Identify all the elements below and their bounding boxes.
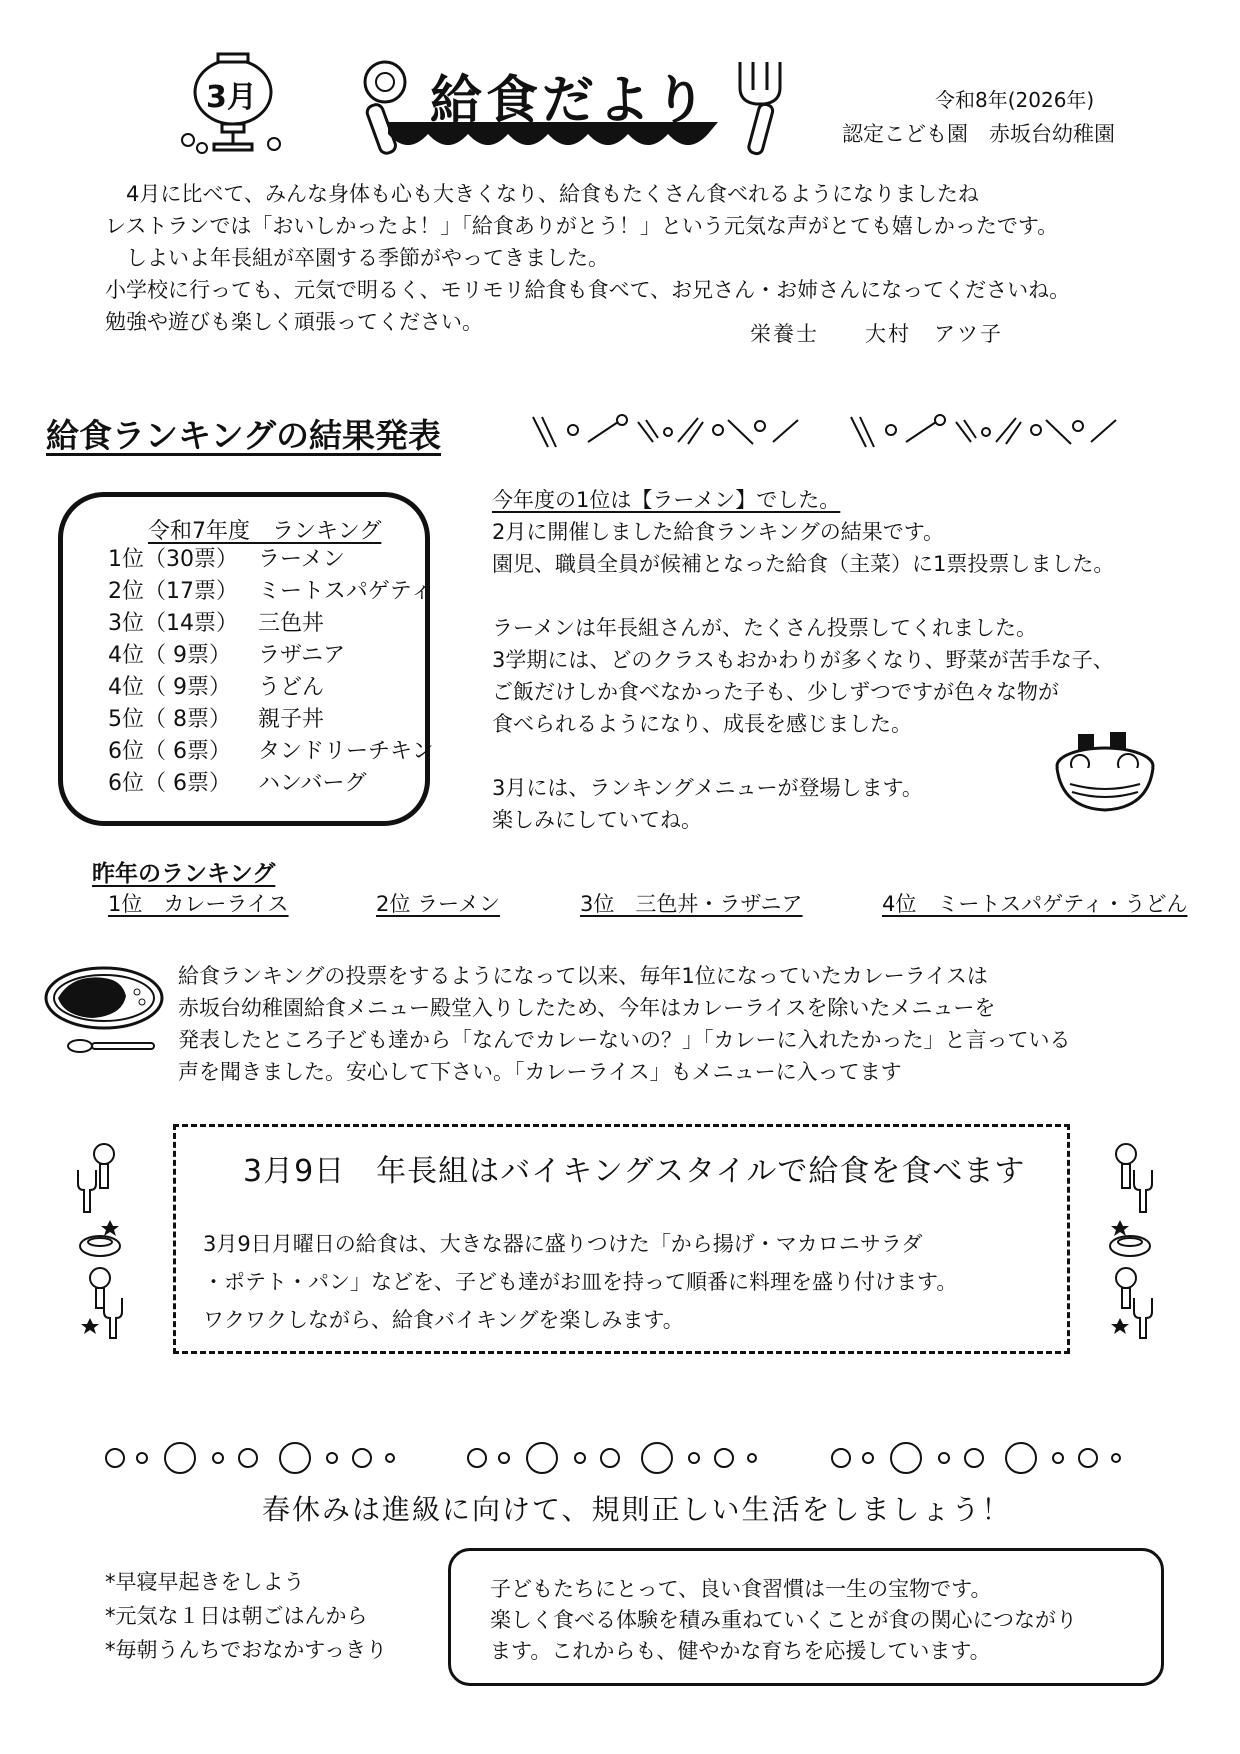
curry-line: 発表したところ子ども達から「なんでカレーないの？」「カレーに入れたかった」と言っている: [178, 1028, 1071, 1052]
last-year-item: 1位 カレーライス: [108, 892, 289, 916]
intro-line: 勉強や遊びも楽しく頑張ってください。: [105, 310, 483, 334]
buffet-line: 3月9日月曜日の給食は、大きな器に盛りつけた「から揚げ・マカロニサラダ: [203, 1232, 923, 1256]
cutlery-column-left-icon: [70, 1140, 130, 1340]
buffet-line: ワクワクしながら、給食バイキングを楽しみます。: [203, 1308, 684, 1332]
tip-item: *毎朝うんちでおなかすっきり: [105, 1638, 388, 1662]
result-line: 3月には、ランキングメニューが登場します。: [492, 776, 923, 800]
intro-line: 小学校に行っても、元気で明るく、モリモリ給食も食べて、お兄さん・お姉さんになってくださいね。: [105, 278, 1071, 302]
buffet-title: 3月9日 年長組はバイキングスタイルで給食を食べます: [243, 1154, 1026, 1189]
curry-rice-icon: [42, 960, 166, 1058]
closing-line: 楽しく食べる体験を積み重ねていくことが食の関心につながり: [490, 1608, 1078, 1632]
buffet-body: [203, 1225, 957, 1339]
last-year-item: 3位 三色丼・ラザニア: [580, 892, 803, 916]
month-badge: 3月: [206, 80, 257, 115]
result-line: 3学期には、どのクラスもおかわりが多くなり、野菜が苦手な子、: [492, 648, 1114, 672]
tip-item: *元気な１日は朝ごはんから: [105, 1604, 368, 1628]
flower-face-decoration-icon: [462, 1440, 762, 1476]
ranking-row: 6位（ 6票） ハンバーグ: [108, 771, 367, 796]
issue-date: 令和8年(2026年): [935, 88, 1095, 112]
result-line: [492, 740, 1114, 772]
result-line: 食べられるようになり、成長を感じました。: [492, 712, 912, 736]
ranking-row: 2位（17票） ミートスパゲティ: [108, 579, 433, 604]
intro-line: レストランでは「おいしかったよ！」「給食ありがとう！」という元気な声がとても嬉しかったです。: [105, 214, 1059, 238]
spring-break-title: 春休みは進級に向けて、規則正しい生活をしましょう！: [262, 1493, 1012, 1526]
cutlery-decoration-icon: [846, 412, 1126, 452]
buffet-line: ・ポテト・パン」などを、子ども達がお皿を持って順番に料理を盛り付けます。: [203, 1270, 958, 1294]
flower-face-decoration-icon: [826, 1440, 1126, 1476]
ranking-row: 4位（ 9票） うどん: [108, 675, 325, 700]
curry-line: 声を聞きました。安心して下さい。「カレーライス」もメニューに入ってます: [178, 1060, 902, 1084]
flower-face-decoration-icon: [100, 1440, 400, 1476]
result-line: [492, 580, 1114, 612]
school-name: 認定こども園 赤坂台幼稚園: [842, 122, 1115, 146]
ranking-row: 5位（ 8票） 親子丼: [108, 707, 325, 732]
curry-line: 赤坂台幼稚園給食メニュー殿堂入りしたため、今年はカレーライスを除いたメニューを: [178, 996, 996, 1020]
closing-message: [490, 1574, 1077, 1667]
ranking-result-text: [492, 484, 1114, 836]
last-year-item: 4位 ミートスパゲティ・うどん: [882, 892, 1188, 916]
ranking-row: 3位（14票） 三色丼: [108, 611, 325, 636]
ranking-row: 4位（ 9票） ラザニア: [108, 643, 346, 668]
lifestyle-tips: [105, 1565, 387, 1667]
curry-message: [178, 960, 1071, 1088]
ranking-box-title: 令和7年度 ランキング: [148, 519, 382, 544]
result-line: 楽しみにしていてね。: [492, 808, 702, 832]
curry-line: 給食ランキングの投票をするようになって以来、毎年1位になっていたカレーライスは: [178, 964, 988, 988]
result-line: 園児、職員全員が候補となった給食（主菜）に1票投票しました。: [492, 552, 1115, 576]
fork-icon: [730, 58, 790, 158]
ranking-row: 1位（30票） ラーメン: [108, 547, 345, 572]
cutlery-column-right-icon: [1100, 1140, 1160, 1340]
result-line: ご飯だけしか食べなかった子も、少しずつですが色々な物が: [492, 680, 1059, 704]
intro-message: [105, 178, 1070, 338]
tip-item: *早寝早起きをしよう: [105, 1570, 305, 1594]
page-title: 給食だより: [430, 71, 711, 131]
cutlery-decoration-icon: [528, 412, 808, 452]
closing-line: 子どもたちにとって、良い食習慣は一生の宝物です。: [490, 1577, 992, 1601]
result-line: 2月に開催しました給食ランキングの結果です。: [492, 520, 945, 544]
intro-line: しよいよ年長組が卒園する季節がやってきました。: [105, 246, 609, 270]
signature: 栄養士 大村 アツ子: [750, 322, 1003, 346]
closing-line: ます。これからも、健やかな育ちを応援しています。: [490, 1639, 991, 1663]
last-year-title: 昨年のランキング: [92, 861, 276, 887]
result-headline: 今年度の1位は【ラーメン】でした。: [492, 488, 841, 512]
ramen-bowl-icon: [1050, 728, 1160, 818]
ranking-section-title: 給食ランキングの結果発表: [46, 416, 442, 455]
ranking-row: 6位（ 6票） タンドリーチキン: [108, 739, 434, 764]
last-year-item: 2位 ラーメン: [376, 892, 500, 916]
result-line: ラーメンは年長組さんが、たくさん投票してくれました。: [492, 616, 1037, 640]
intro-line: 4月に比べて、みんな身体も心も大きくなり、給食もたくさん食べれるようになりましたね: [105, 182, 979, 206]
